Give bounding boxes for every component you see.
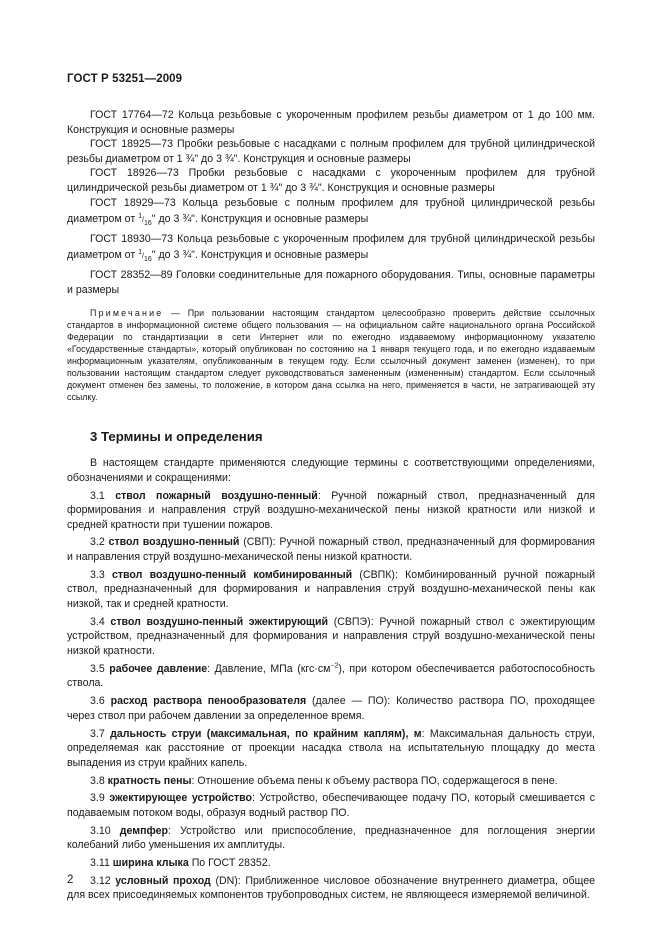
term-name: эжектирующее устройство (109, 792, 252, 805)
reference-text: ГОСТ 18929—73 Кольца резьбовые с полным профилем для трубной цилиндрической резьбы диаметром от (67, 196, 595, 226)
normative-references-list (67, 108, 595, 297)
note-text: — При пользовании настоящим стандартом целесообразно проверить действие ссылочных стандартов в информационной системе общего пользования — на официальном сайте национального органа Российской Федерации по стандартизации в сети Интернет или по ежегодно издаваемому информационному указателю «Государственные стандарты», который опубликован по состоянию на 1 января текущего года, и по ежегодно издаваемым информационным указателям, опубликованным в текущем году. Если ссылочный документ заменен (изменен), то при пользовании настоящим стандартом следует руководствоваться замененным (измененным) стандартом. Если ссылочный документ отменен без замены, то положение, в котором дана ссылка на него, применяется в части, не затрагивающей эту ссылку. (67, 308, 595, 403)
term-definition: : Устройство или приспособление, предназначенное для поглощения энергии колебаний либо уменьшения их амплитуды. (67, 824, 596, 852)
reference-item (67, 196, 595, 232)
reference-item: ГОСТ 17764—72 Кольца резьбовые с укороченным профилем резьбы диаметром от 1 до 100 мм. Конструкция и основные размеры (67, 109, 595, 136)
term-definition: (СВП): Ручной пожарный ствол, предназначенный для формирования и направления струй воздушно-механической пены низкой кратности. (67, 536, 595, 564)
note-label: Примечание (90, 308, 164, 319)
term-number: 3.5 (90, 662, 110, 675)
term-number: 3.8 (90, 774, 108, 787)
section-intro: В настоящем стандарте применяются следующие термины с соответствующими определениями, обозначениями и сокращениями: (67, 457, 595, 484)
term-name: ширина клыка (112, 857, 189, 870)
term-item (67, 489, 595, 533)
term-number: 3.6 (90, 695, 111, 708)
term-number: 3.3 (90, 568, 112, 581)
term-definition: (СВПЭ): Ручной пожарный ствол с эжектирующим устройством, предназначенный для формирования и направления струй воздушно-механической пены низкой кратности. (67, 615, 596, 657)
term-name: ствол воздушно-пенный комбинированный (111, 568, 353, 581)
term-name: демпфер (119, 824, 168, 837)
term-definition: : Ручной пожарный ствол, предназначенный для формирования и направления струй воздушно-механической пены низкой кратности или низкой и средней кратности при тушении пожаров. (67, 489, 596, 531)
term-definition: (СВПК): Комбинированный ручной пожарный ствол, предназначенный для формирования и направления струй воздушно-механической пены как низкой, так и средней кратности. (67, 568, 596, 611)
term-name: ствол воздушно-пенный эжектирующий (110, 615, 328, 628)
term-definition: : Максимальная дальность струи, определяемая как расстояние от проекции насадка ствола на испытательную площадку до места выпадения из струи крайних капель. (67, 727, 596, 769)
term-name: ствол пожарный воздушно-пенный (115, 489, 318, 502)
term-item (67, 856, 595, 871)
term-item (67, 824, 595, 853)
section-title: 3 Термины и определения (90, 429, 263, 445)
term-item (67, 694, 595, 723)
term-item (67, 727, 595, 771)
fraction: 1/16 (138, 249, 152, 264)
term-item (67, 791, 595, 820)
note-block (67, 307, 595, 403)
note-paragraph (67, 307, 595, 403)
term-item (67, 568, 595, 612)
term-number: 3.7 (90, 727, 111, 740)
reference-text: " до 3 ¾". Конструкция и основные размеры (151, 213, 369, 226)
fraction-numerator: 1 (138, 249, 143, 257)
term-definition: По ГОСТ 28352. (188, 857, 271, 870)
term-definition: : Отношение объема пены к объему раствора ПО, содержащегося в пене. (191, 774, 558, 787)
reference-text: " до 3 ¾". Конструкция и основные размеры (151, 249, 369, 262)
term-name: ствол воздушно-пенный (108, 536, 240, 549)
reference-item: ГОСТ 18925—73 Пробки резьбовые с насадками с полным профилем для трубной цилиндрической резьбы диаметром от 1 ¾" до 3 ¾". Конструкция и основные размеры (67, 138, 595, 165)
term-number: 3.4 (90, 615, 111, 628)
page-content (67, 108, 595, 906)
term-definition: (далее — ПО): Количество раствора ПО, проходящее через ствол при рабочем давлении за определенное время. (67, 695, 595, 722)
term-item (67, 615, 595, 659)
fraction-numerator: 1 (138, 213, 143, 221)
page-number: 2 (67, 874, 74, 886)
unit-exponent: −2 (330, 662, 339, 670)
term-name: расход раствора пенообразователя (110, 695, 307, 708)
term-number: 3.9 (90, 792, 110, 805)
fraction: 1/16 (138, 213, 152, 228)
term-number: 3.11 (90, 857, 113, 870)
term-item (67, 535, 595, 564)
terms-list (67, 456, 595, 903)
term-number: 3.1 (90, 489, 116, 502)
term-name: условный проход (115, 874, 211, 887)
term-number: 3.2 (90, 536, 109, 549)
term-definition: ), при котором обеспечивается работоспособность ствола. (67, 662, 595, 690)
reference-item (67, 232, 595, 268)
term-item (67, 774, 595, 789)
term-name: кратность пены (107, 774, 192, 787)
term-definition: : Устройство, обеспечивающее подачу ПО, который смешивается с подаваемым потоком воды, образуя водный раствор ПО. (67, 792, 595, 819)
term-number: 3.12 (90, 874, 116, 887)
fraction-denominator: 16 (144, 220, 152, 228)
term-name: рабочее давление (109, 662, 208, 675)
reference-item: ГОСТ 28352—89 Головки соединительные для пожарного оборудования. Типы, основные параметры и размеры (67, 268, 595, 296)
document-code-header: ГОСТ Р 53251—2009 (67, 73, 183, 85)
term-number: 3.10 (90, 824, 120, 837)
term-item (67, 874, 595, 903)
reference-item: ГОСТ 18926—73 Пробки резьбовые с насадками с укороченным профилем для трубной цилиндрической резьбы диаметром от 1 ¾" до 3 ¾". Конструкция и основные размеры (67, 167, 595, 194)
term-definition: : Давление, МПа (кгс·см (207, 662, 331, 675)
term-definition: (DN): Приближенное числовое обозначение внутреннего диаметра, общее для всех присоединяемых компонентов трубопроводных систем, не являющееся измеряемой величиной. (67, 874, 595, 902)
reference-text: ГОСТ 18930—73 Кольца резьбовые с укороченным профилем для трубной цилиндрической резьбы диаметром от (67, 232, 595, 262)
fraction-denominator: 16 (144, 256, 152, 264)
term-name: дальность струи (максимальная, по крайним каплям), м (110, 727, 422, 740)
term-item (67, 662, 595, 691)
